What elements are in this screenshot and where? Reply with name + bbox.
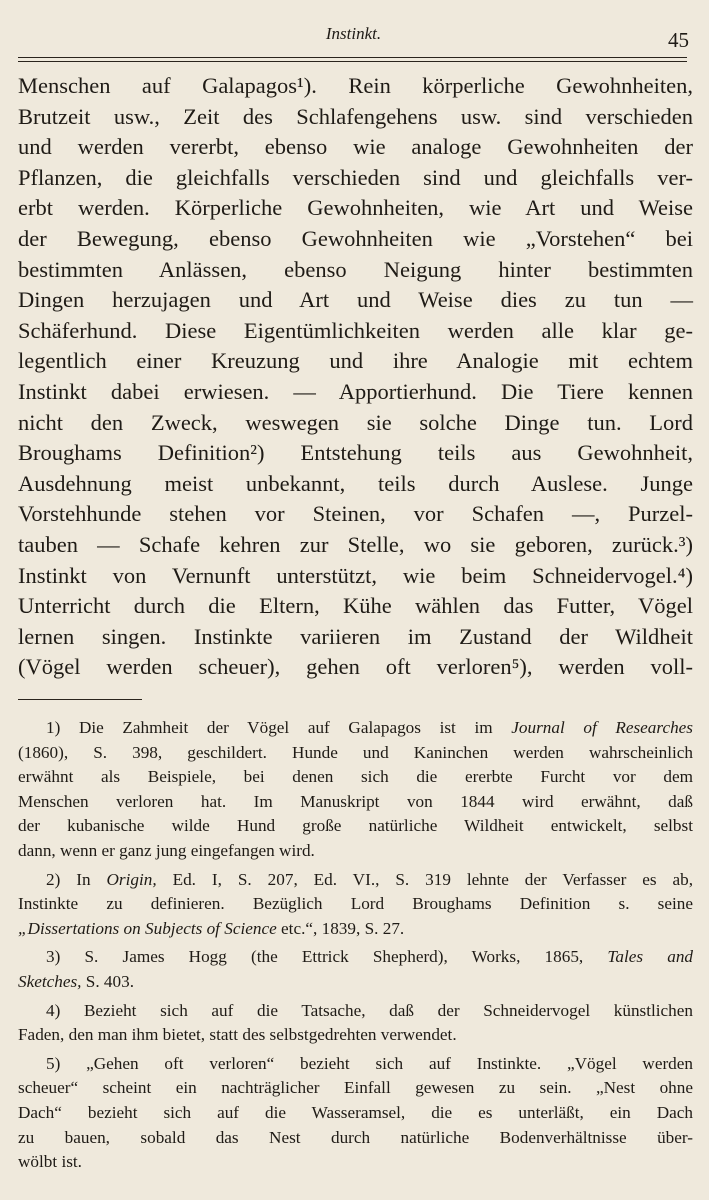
text-line: Menschen auf Galapagos¹). Rein körperliche Gewohnheiten, <box>18 73 693 98</box>
text-line: lernen singen. Instinkte variieren im Zustand der Wildheit <box>18 623 693 649</box>
text-line: bestimmten Anlässen, ebenso Neigung hinter bestimmten <box>18 256 693 282</box>
footnote-line <box>18 917 693 942</box>
footnote-line <box>18 868 693 893</box>
footnote-title: Origin, <box>106 869 157 889</box>
footnote-text: 3) S. James Hogg (the Ettrick Shepherd), Works, 1865, <box>46 947 608 967</box>
footnote-title: Journal of Researches <box>511 718 693 737</box>
text-line: Schäferhund. Diese Eigentümlichkeiten werden alle klar ge- <box>18 317 693 343</box>
footnote-line: erwähnt als Beispiele, bei denen sich die ererbte Furcht vor dem <box>18 767 693 787</box>
footnote-text: 2) In <box>46 869 107 889</box>
footnote-line <box>18 945 693 970</box>
text-line: Broughams Definition²) Entstehung teils aus Gewohnheit, <box>18 440 693 466</box>
footnote-line: dann, wenn er ganz jung eingefangen wird. <box>18 840 315 860</box>
footnote-4 <box>18 999 693 1048</box>
footnote-line: Faden, den man ihm bietet, statt des selbstgedrehten verwendet. <box>18 1025 457 1045</box>
text-line: (Vögel werden scheuer), gehen oft verloren⁵), werden voll- <box>18 654 693 680</box>
text-line: Dingen herzujagen und Art und Weise dies zu tun — <box>18 287 693 313</box>
footnote-text: Ed. I, S. 207, Ed. VI., S. 319 lehnte der Verfasser es ab, <box>156 869 693 889</box>
footnote-line: der kubanische wilde Hund große natürliche Wildheit entwickelt, selbst <box>18 816 693 836</box>
text-line: erbt werden. Körperliche Gewohnheiten, wie Art und Weise <box>18 195 693 221</box>
footnote-text: S. 403. <box>81 971 134 991</box>
footnote-line: Menschen verloren hat. Im Manuskript von 1844 wird erwähnt, daß <box>18 791 693 811</box>
running-title: Instinkt. <box>325 24 382 43</box>
text-line: Vorstehhunde stehen vor Steinen, vor Schafen —, Purzel- <box>18 501 693 527</box>
text-line: Unterricht durch die Eltern, Kühe wählen das Futter, Vögel <box>18 593 693 619</box>
text-line: legentlich einer Kreuzung und ihre Analogie mit echtem <box>18 348 693 374</box>
footnote-title: „Dissertations on Subjects of Science <box>18 918 277 938</box>
text-line: Instinkt von Vernunft unterstützt, wie beim Schneidervogel.⁴) <box>18 562 693 588</box>
footnote-title: Tales and <box>607 947 694 967</box>
footnote-line: scheuer“ scheint ein nachträglicher Einfall gewesen zu sein. „Nest ohne <box>18 1078 693 1098</box>
footnote-line: 4) Bezieht sich auf die Tatsache, daß der Schneidervogel künstlichen <box>46 1000 693 1020</box>
header-rule-top <box>18 57 687 58</box>
footnote-separator <box>18 699 142 700</box>
footnote-line: 5) „Gehen oft verloren“ bezieht sich auf Instinkte. „Vögel werden <box>46 1053 693 1073</box>
text-line: nicht den Zweck, weswegen sie solche Dinge tun. Lord <box>18 409 693 435</box>
text-line: und werden vererbt, ebenso wie analoge Gewohnheiten der <box>18 134 693 160</box>
footnote-5 <box>18 1052 693 1175</box>
header-rule-bottom <box>18 61 687 62</box>
footnotes <box>18 716 693 1175</box>
footnote-line: Instinkte zu definieren. Bezüglich Lord Broughams Definition s. seine <box>18 894 693 914</box>
footnote-line: Dach“ bezieht sich auf die Wasseramsel, die es unterläßt, ein Dach <box>18 1102 693 1122</box>
page-number: 45 <box>668 28 689 52</box>
text-line: der Bewegung, ebenso Gewohnheiten wie „Vorstehen“ bei <box>18 225 693 251</box>
footnote-text: 1) Die Zahmheit der Vögel auf Galapagos ist im <box>46 718 512 737</box>
footnote-line: zu bauen, sobald das Nest durch natürliche Bodenverhältnisse über- <box>18 1127 693 1147</box>
text-line: Brutzeit usw., Zeit des Schlafengehens usw. sind verschieden <box>18 103 693 129</box>
footnote-title: Sketches, <box>18 971 82 991</box>
text-line: Instinkt dabei erwiesen. — Apportierhund. Die Tiere kennen <box>18 378 693 404</box>
footnote-2 <box>18 868 693 942</box>
footnote-text: etc.“, 1839, S. 27. <box>276 918 405 938</box>
page-header <box>18 24 689 54</box>
main-text <box>18 71 693 683</box>
footnote-line: wölbt ist. <box>18 1152 82 1172</box>
text-line: Ausdehnung meist unbekannt, teils durch Auslese. Junge <box>18 470 693 496</box>
text-line: Pflanzen, die gleichfalls verschieden sind und gleichfalls ver- <box>18 164 693 190</box>
footnote-line: (1860), S. 398, geschildert. Hunde und Kaninchen werden wahrscheinlich <box>18 742 693 762</box>
footnote-line <box>18 716 693 741</box>
footnote-3 <box>18 945 693 994</box>
text-line: tauben — Schafe kehren zur Stelle, wo sie geboren, zurück.³) <box>18 531 693 557</box>
footnote-line <box>18 970 693 995</box>
footnote-1 <box>18 716 693 864</box>
